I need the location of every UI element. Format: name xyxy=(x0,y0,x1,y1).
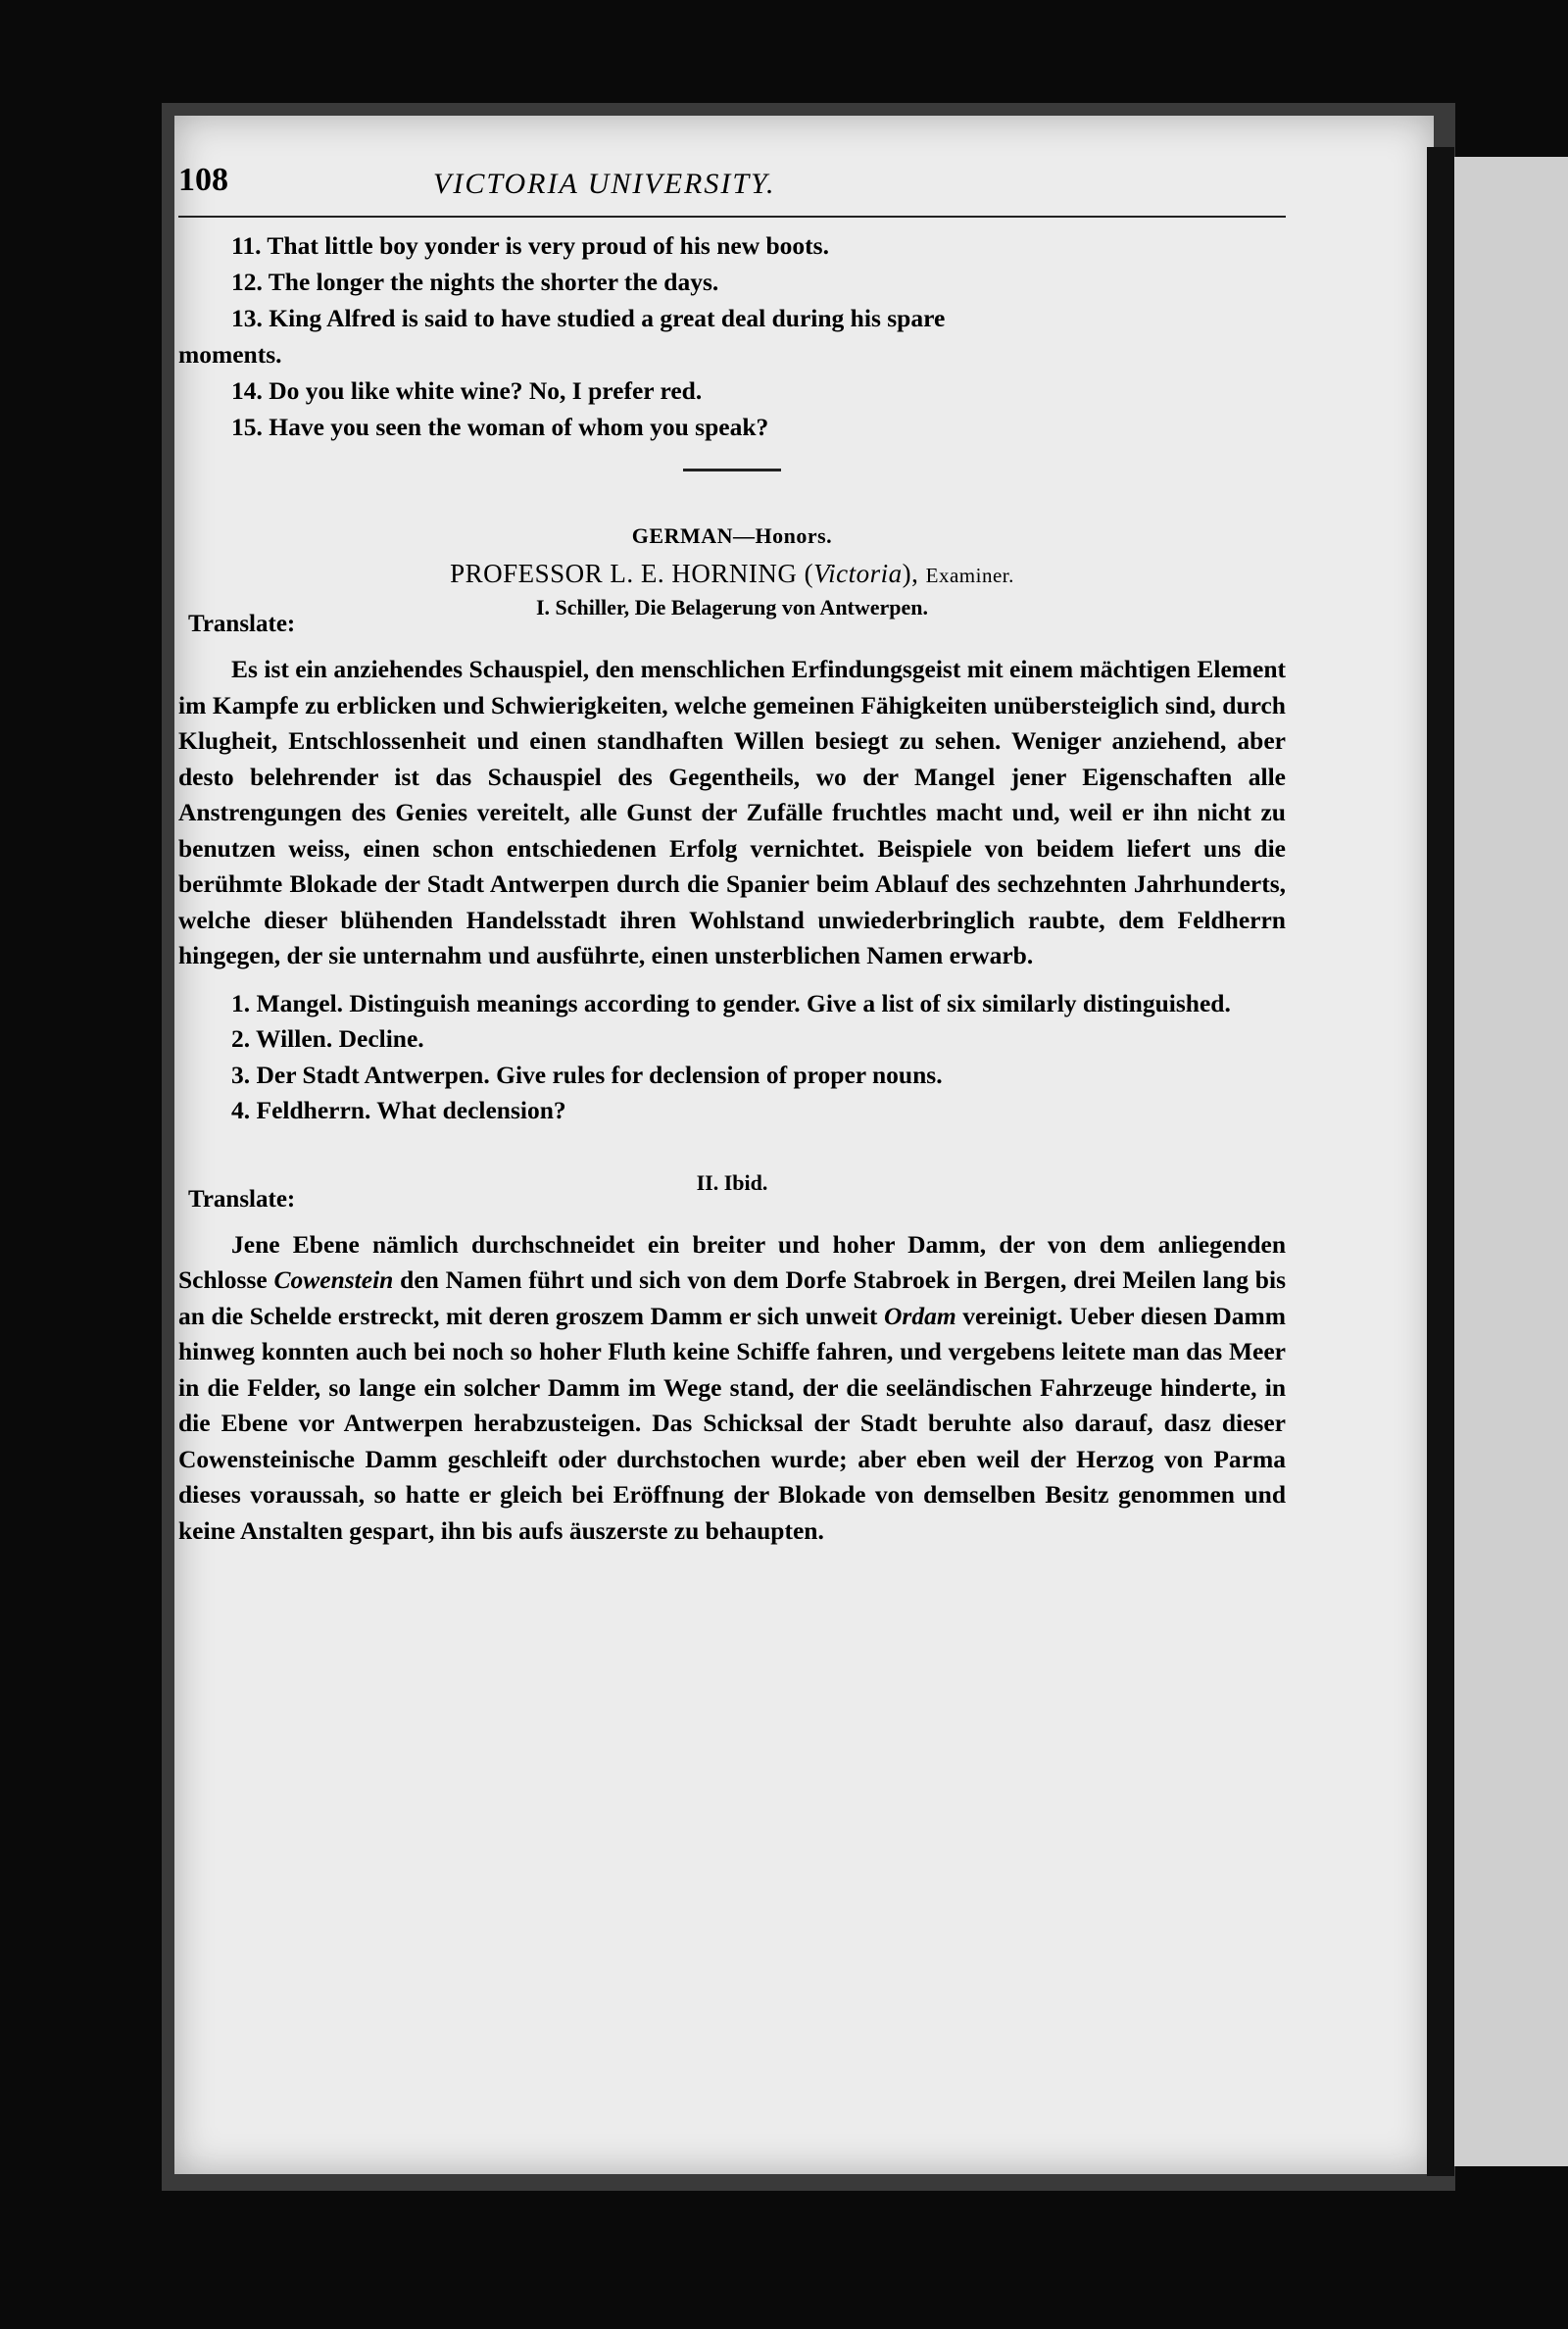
running-title: VICTORIA UNIVERSITY. xyxy=(433,168,776,200)
sentence-11: 11. That little boy yonder is very proud of his new boots. xyxy=(231,231,829,260)
sentence-13: 13. King Alfred is said to have studied a great deal during his spare xyxy=(231,304,946,332)
part1-translate-label: Translate: xyxy=(188,611,296,637)
part2-passage: Jene Ebene nämlich durchschneidet ein breiter und hoher Damm, der von dem anliegenden Schlosse Cowenstein den Namen führt und sich von dem Dorfe Stabroek in Bergen, drei Meilen lang bis an die Schelde erstreckt, mit deren groszem Damm er sich unweit Ordam vereinigt. Ueber diesen Damm hinweg konnten auch bei noch so hoher Fluth keine Schiffe fahren, und vergebens leitete man das Meer in die Felder, so lange ein solcher Damm im Wege stand, der die seeländischen Fahrzeuge hinderte, in die Ebene vor Antwerpen herabzusteigen. Das Schicksal der Stadt beruhte also darauf, dasz dieser Cowensteinische Damm geschleift oder durchstochen wurde; aber eben weil der Herzog von Parma dieses voraussah, so hatte er gleich bei Eröffnung der Blokade von demselben Besitz genommen und keine Anstalten gespart, ihn bis aufs äuszerste zu behaupten. xyxy=(178,1229,1286,1545)
page-gutter xyxy=(1427,147,1454,2176)
part1-question-4: 4. Feldherrn. What declension? xyxy=(231,1096,566,1124)
sentence-12: 12. The longer the nights the shorter the days. xyxy=(231,268,719,296)
sentence-15: 15. Have you seen the woman of whom you speak? xyxy=(231,413,769,441)
examiner-college: Victoria xyxy=(813,559,903,588)
part1-question-3: 3. Der Stadt Antwerpen. Give rules for declension of proper nouns. xyxy=(231,1060,943,1089)
section-divider xyxy=(683,469,781,471)
facing-page-edge xyxy=(1452,157,1568,2166)
part1-title: I. Schiller, Die Belagerung von Antwerpen. xyxy=(535,595,929,619)
section-title: GERMAN—Honors. xyxy=(631,523,833,548)
part1-question-1: 1. Mangel. Distinguish meanings according to gender. Give a list of six similarly distinguished. xyxy=(231,988,1231,1017)
part2-translate-label: Translate: xyxy=(188,1185,296,1213)
examiner-line: PROFESSOR L. E. HORNING (Victoria), Examiner. xyxy=(450,559,1014,588)
examiner-role: Examiner. xyxy=(925,564,1014,587)
part2-heading-row xyxy=(178,1170,1286,1215)
part1-heading-row xyxy=(178,595,1286,640)
sentence-14: 14. Do you like white wine? No, I prefer red. xyxy=(231,376,703,405)
page-content xyxy=(178,227,1286,1549)
sentence-13-continuation: moments. xyxy=(178,340,282,369)
part1-passage: Es ist ein anziehendes Schauspiel, den menschlichen Erfindungsgeist mit einem mächtigen Element im Kampfe zu erblicken und Schwierigkeiten, welche gemeinen Fähigkeiten unübersteiglich sind, durch Klugheit, Entschlossenheit und einen standhaften Willen besiegt zu sehen. Weniger anziehend, aber desto belehrender ist das Schauspiel des Gegentheils, wo der Mangel jener Eigenschaften alle Anstrengungen des Genies vereitelt, alle Gunst der Zufälle fruchtles macht und, weil er ihn nicht zu benutzen weiss, einen schon entschiedenen Erfolg vernichtet. Beispiele von beidem liefert uns die berühmte Blokade der Stadt Antwerpen durch die Spanier beim Ablauf des sechzehnten Jahrhunderts, welche dieser blühenden Handelsstadt ihren Wohlstand unwiederbringlich raubte, dem Feldherrn hingegen, der sie unternahm und ausführte, einen unsterblichen Namen erwarb. xyxy=(178,655,1286,969)
page-header xyxy=(178,162,1286,211)
page-number: 108 xyxy=(178,162,228,198)
place-ordam: Ordam xyxy=(884,1301,956,1330)
place-cowenstein: Cowenstein xyxy=(273,1265,394,1294)
header-rule xyxy=(178,216,1286,218)
part2-title: II. Ibid. xyxy=(696,1169,768,1195)
part1-question-2: 2. Willen. Decline. xyxy=(231,1024,424,1053)
